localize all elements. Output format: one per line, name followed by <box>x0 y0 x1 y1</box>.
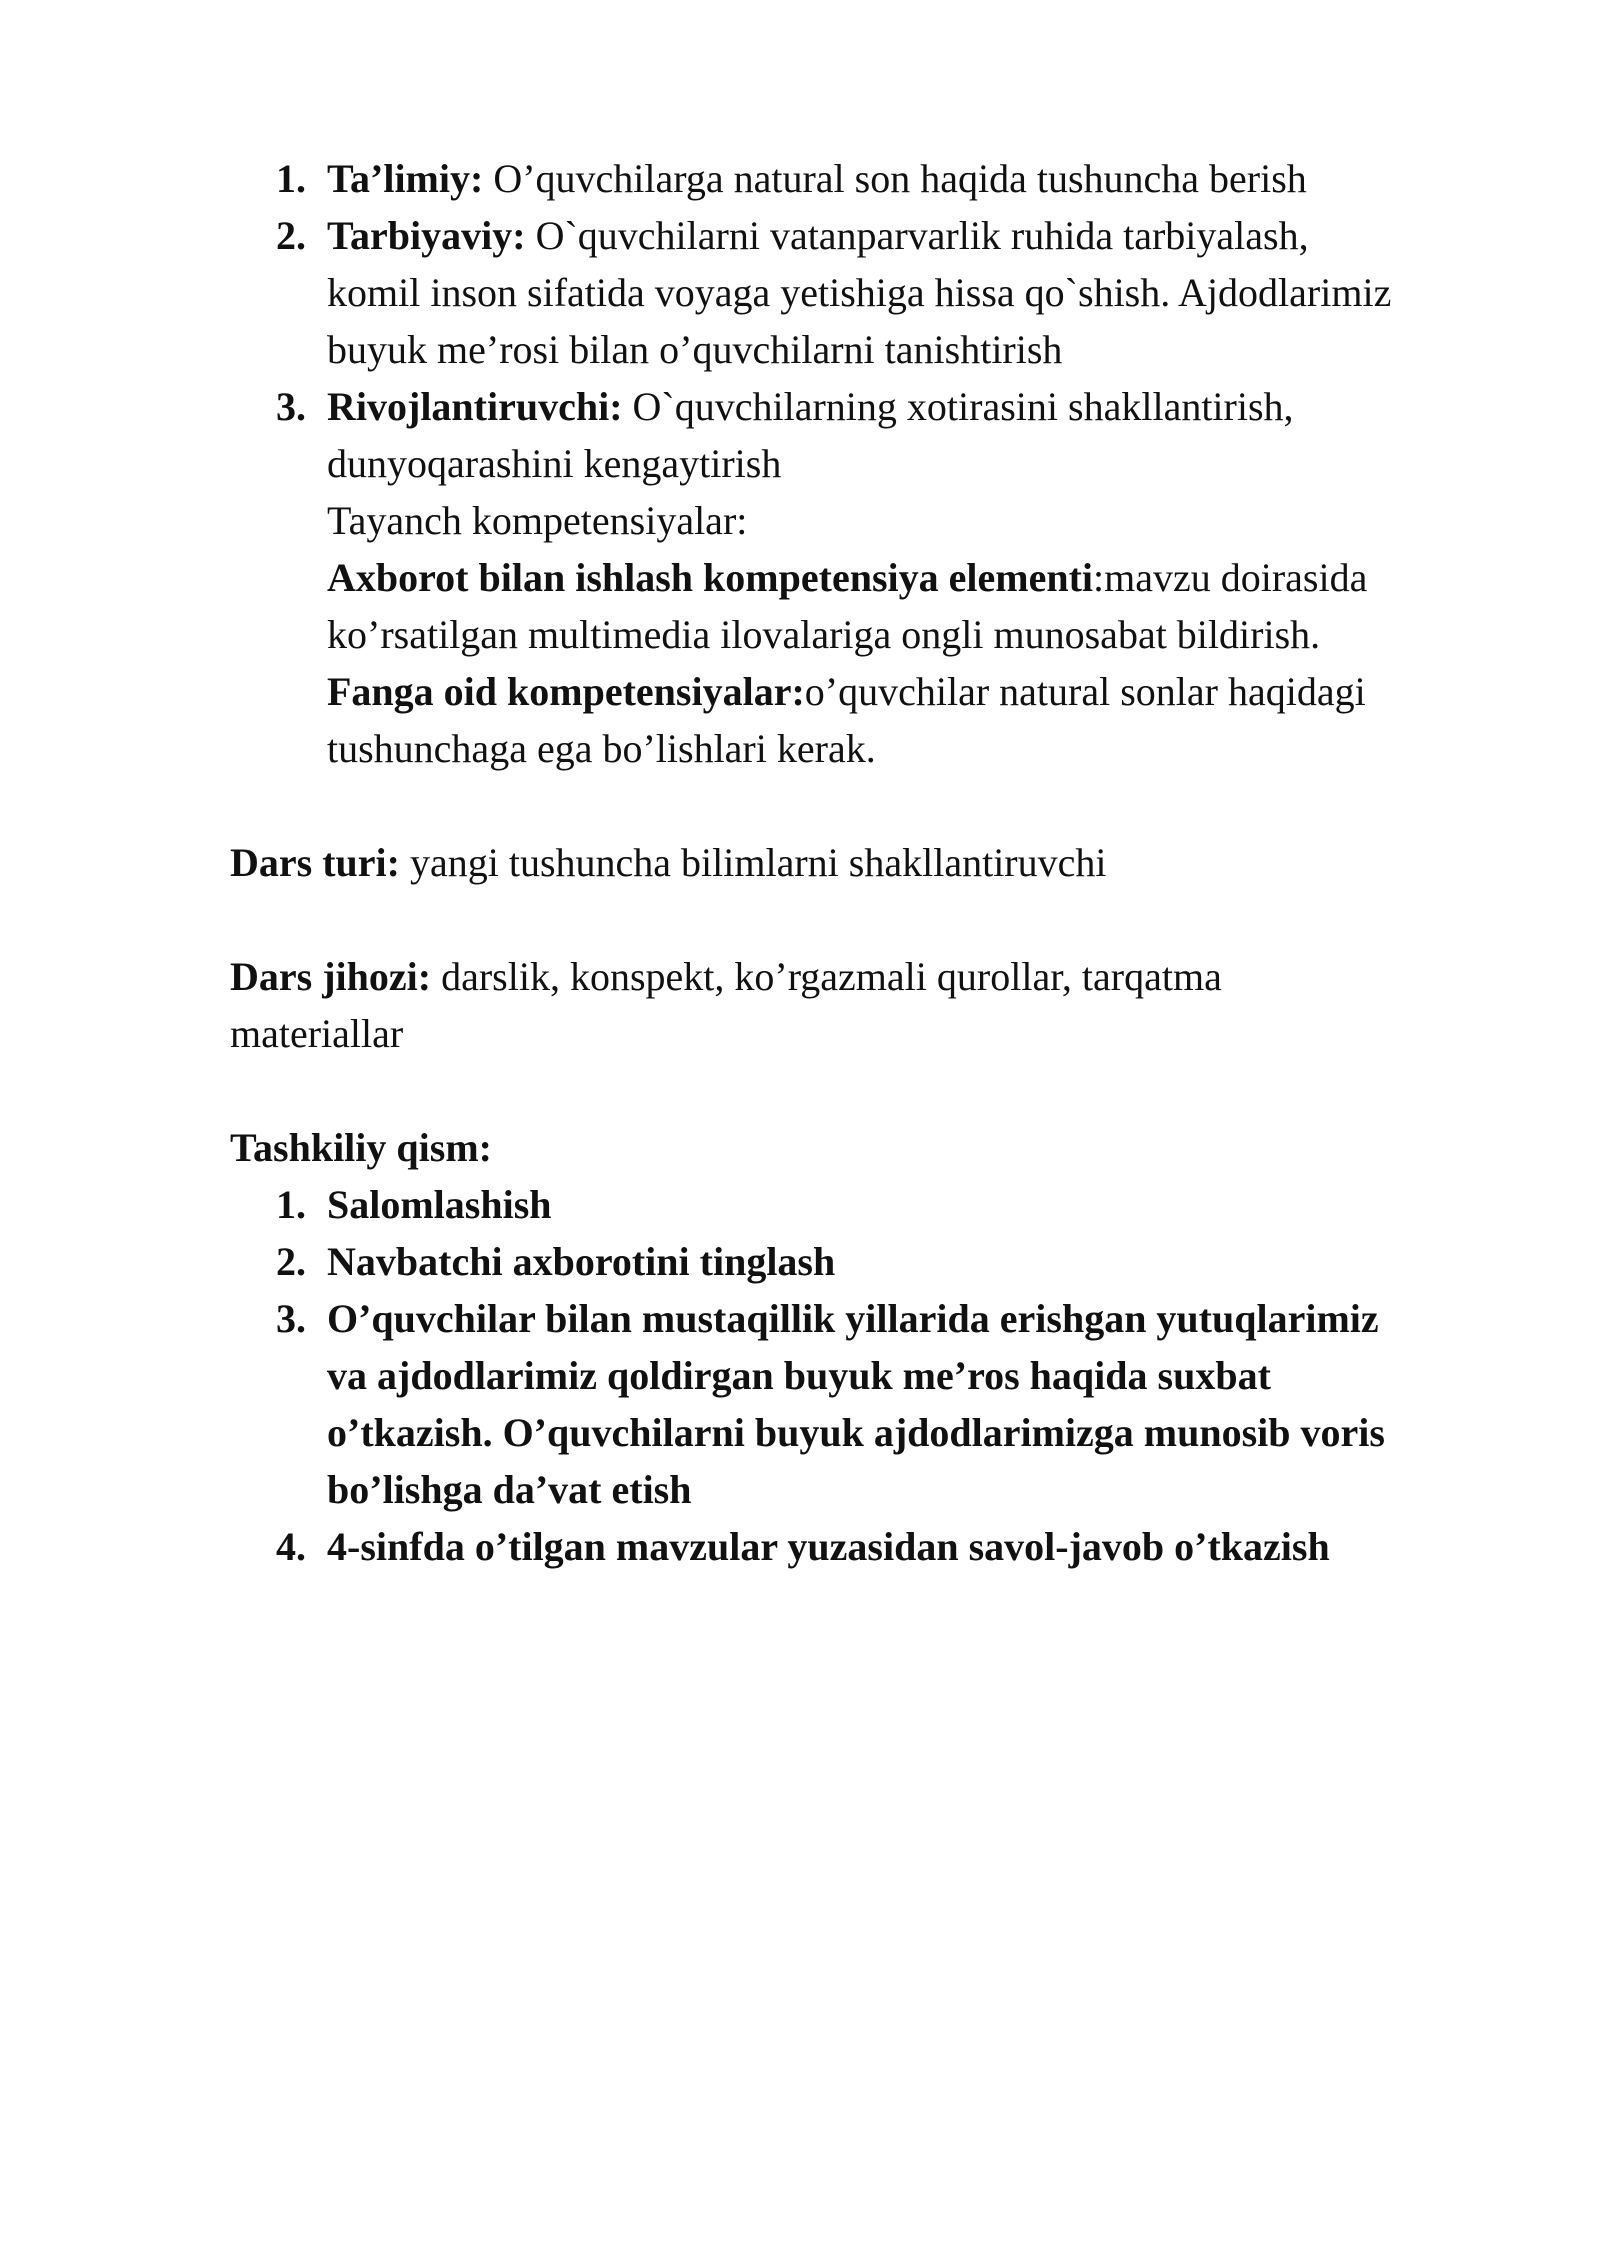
list-item <box>230 150 1500 207</box>
list-item <box>230 1290 1500 1518</box>
dars-turi-value: yangi tushuncha bilimlarni shakllantiruvchi <box>409 840 1107 885</box>
list-item <box>230 207 1500 378</box>
objectives-list <box>230 150 1500 492</box>
list-number: 4. <box>276 1524 306 1569</box>
list-item <box>230 1518 1500 1575</box>
objective-text: dunyoqarashini kengaytirish <box>327 441 782 486</box>
tashkiliy-text: O’quvchilar bilan mustaqillik yillarida erishgan yutuqlarimiz <box>327 1296 1379 1341</box>
objective-label: Tarbiyaviy: <box>327 213 526 258</box>
list-item <box>230 1176 1500 1233</box>
fanga-text: tushunchaga ega bo’lishlari kerak. <box>327 726 876 771</box>
fanga-line <box>327 663 1500 720</box>
dars-jihozi-value: materiallar <box>230 1011 404 1056</box>
tashkiliy-text: Salomlashish <box>327 1182 552 1227</box>
list-number: 1. <box>276 156 306 201</box>
objective-text: O`quvchilarni vatanparvarlik ruhida tarbiyalash, <box>535 213 1309 258</box>
axborot-text: :mavzu doirasida <box>1093 555 1368 600</box>
list-number: 2. <box>276 213 306 258</box>
document-page <box>230 150 1500 1575</box>
tashkiliy-heading: Tashkiliy qism: <box>230 1125 492 1170</box>
competencies-heading: Tayanch kompetensiyalar: <box>327 498 748 543</box>
objective-label: Ta’limiy: <box>327 156 484 201</box>
tashkiliy-list <box>230 1176 1500 1575</box>
competencies-block <box>230 492 1500 777</box>
dars-turi-label: Dars turi: <box>230 840 400 885</box>
axborot-line <box>327 549 1500 606</box>
fanga-text: o’quvchilar natural sonlar haqidagi <box>804 669 1366 714</box>
blank-line <box>230 1062 1500 1119</box>
objective-text: komil inson sifatida voyaga yetishiga hissa qo`shish. Ajdodlarimiz <box>327 270 1392 315</box>
dars-jihozi <box>230 948 1500 1062</box>
objective-text: O’quvchilarga natural son haqida tushuncha berish <box>493 156 1307 201</box>
list-number: 1. <box>276 1182 306 1227</box>
tashkiliy-text: 4-sinfda o’tilgan mavzular yuzasidan savol-javob o’tkazish <box>327 1524 1330 1569</box>
list-item <box>230 378 1500 492</box>
tashkiliy-text: va ajdodlarimiz qoldirgan buyuk me’ros haqida suxbat <box>327 1353 1271 1398</box>
dars-jihozi-label: Dars jihozi: <box>230 954 432 999</box>
list-item <box>230 1233 1500 1290</box>
axborot-text: ko’rsatilgan multimedia ilovalariga ongli munosabat bildirish. <box>327 612 1321 657</box>
tashkiliy-text: bo’lishga da’vat etish <box>327 1467 692 1512</box>
list-number: 3. <box>276 384 306 429</box>
fanga-label: Fanga oid kompetensiyalar: <box>327 669 805 714</box>
tashkiliy-text: o’tkazish. O’quvchilarni buyuk ajdodlarimizga munosib voris <box>327 1410 1385 1455</box>
list-number: 2. <box>276 1239 306 1284</box>
tashkiliy-text: Navbatchi axborotini tinglash <box>327 1239 836 1284</box>
blank-line <box>230 891 1500 948</box>
list-number: 3. <box>276 1296 306 1341</box>
dars-turi <box>230 834 1500 891</box>
blank-line <box>230 777 1500 834</box>
dars-jihozi-value: darslik, konspekt, ko’rgazmali qurollar, tarqatma <box>441 954 1222 999</box>
objective-text: buyuk me’rosi bilan o’quvchilarni tanishtirish <box>327 327 1063 372</box>
objective-label: Rivojlantiruvchi: <box>327 384 623 429</box>
axborot-label: Axborot bilan ishlash kompetensiya elementi <box>327 555 1093 600</box>
objective-text: O`quvchilarning xotirasini shakllantirish, <box>632 384 1294 429</box>
